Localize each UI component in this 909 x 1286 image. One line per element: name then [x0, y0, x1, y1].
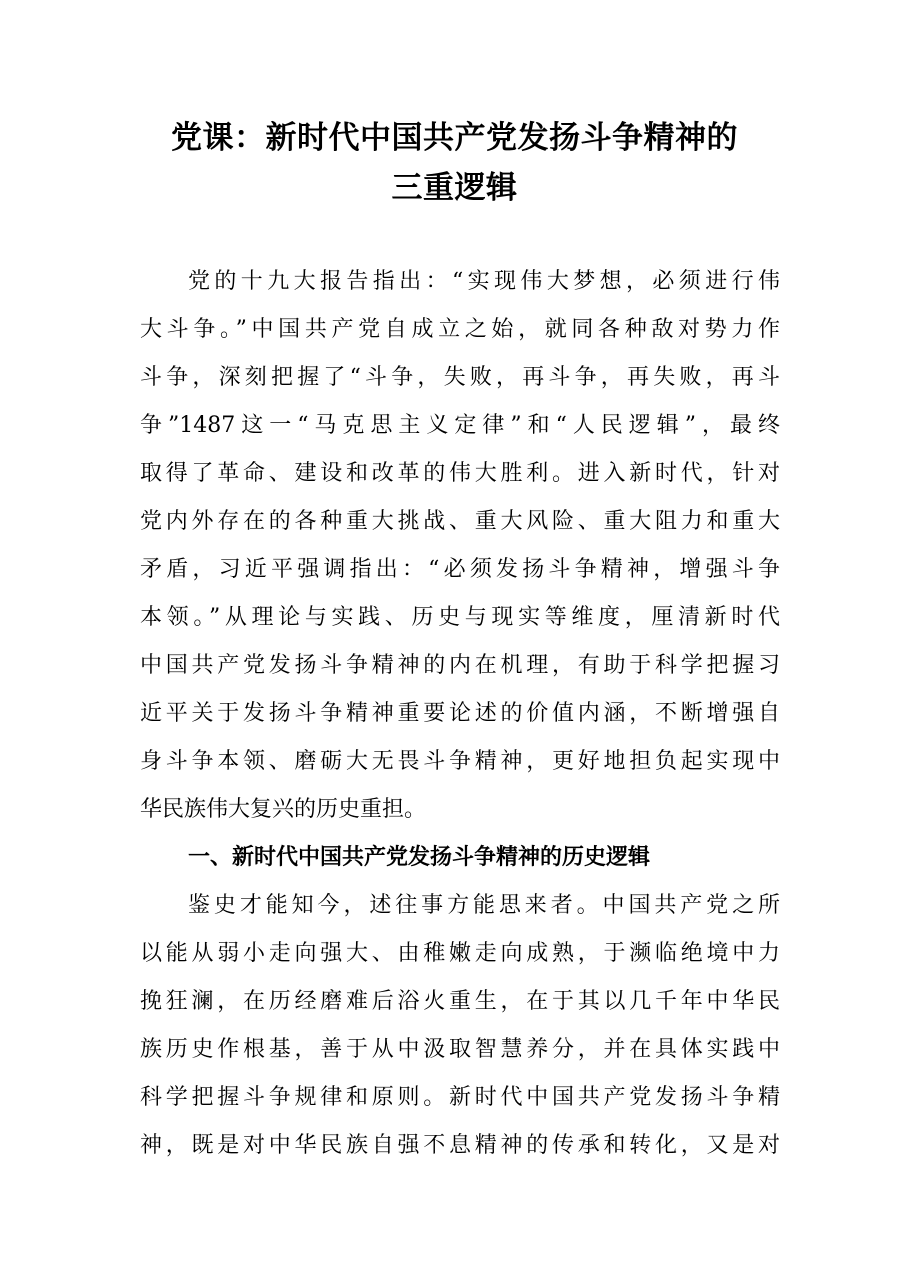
paragraph-line: 矛盾，习近平强调指出：“必须发扬斗争精神，增强斗争 — [140, 557, 780, 582]
paragraph-line: 以能从弱小走向强大、由稚嫩走向成熟，于濒临绝境中力 — [140, 941, 780, 966]
paragraph-line: 挽狂澜，在历经磨难后浴火重生，在于其以几千年中华民 — [140, 989, 780, 1014]
paragraph-line: 斗争，深刻把握了“斗争，失败，再斗争，再失败，再斗 — [140, 365, 780, 390]
paragraph-line: 鉴史才能知今，述往事方能思来者。中国共产党之所 — [188, 893, 780, 918]
paragraph-line: 身斗争本领、磨砺大无畏斗争精神，更好地担负起实现中 — [140, 749, 780, 774]
paragraph-line: 党内外存在的各种重大挑战、重大风险、重大阻力和重大 — [140, 509, 780, 534]
paragraph-line: 族历史作根基，善于从中汲取智慧养分，并在具体实践中 — [140, 1037, 780, 1062]
document-title-line-2: 三重逻辑 — [391, 170, 518, 206]
paragraph-line: 争”1487这一“马克思主义定律”和“人民逻辑”，最终 — [140, 413, 780, 438]
paragraph-line: 大斗争。”中国共产党自成立之始，就同各种敌对势力作 — [140, 317, 780, 342]
paragraph-line: 本领。”从理论与实践、历史与现实等维度，厘清新时代 — [140, 605, 780, 630]
paragraph-line: 华民族伟大复兴的历史重担。 — [140, 797, 427, 822]
paragraph-line: 中国共产党发扬斗争精神的内在机理，有助于科学把握习 — [140, 653, 780, 678]
paragraph-line: 科学把握斗争规律和原则。新时代中国共产党发扬斗争精 — [140, 1085, 780, 1110]
paragraph-line: 取得了革命、建设和改革的伟大胜利。进入新时代，针对 — [140, 461, 780, 486]
paragraph-line: 近平关于发扬斗争精神重要论述的价值内涵，不断增强自 — [140, 701, 780, 726]
section-1-heading: 一、新时代中国共产党发扬斗争精神的历史逻辑 — [188, 845, 651, 870]
paragraph-line: 党的十九大报告指出：“实现伟大梦想，必须进行伟 — [188, 269, 780, 294]
paragraph-line: 神，既是对中华民族自强不息精神的传承和转化，又是对 — [140, 1133, 780, 1158]
document-title-line-1: 党课：新时代中国共产党发扬斗争精神的 — [171, 120, 738, 156]
